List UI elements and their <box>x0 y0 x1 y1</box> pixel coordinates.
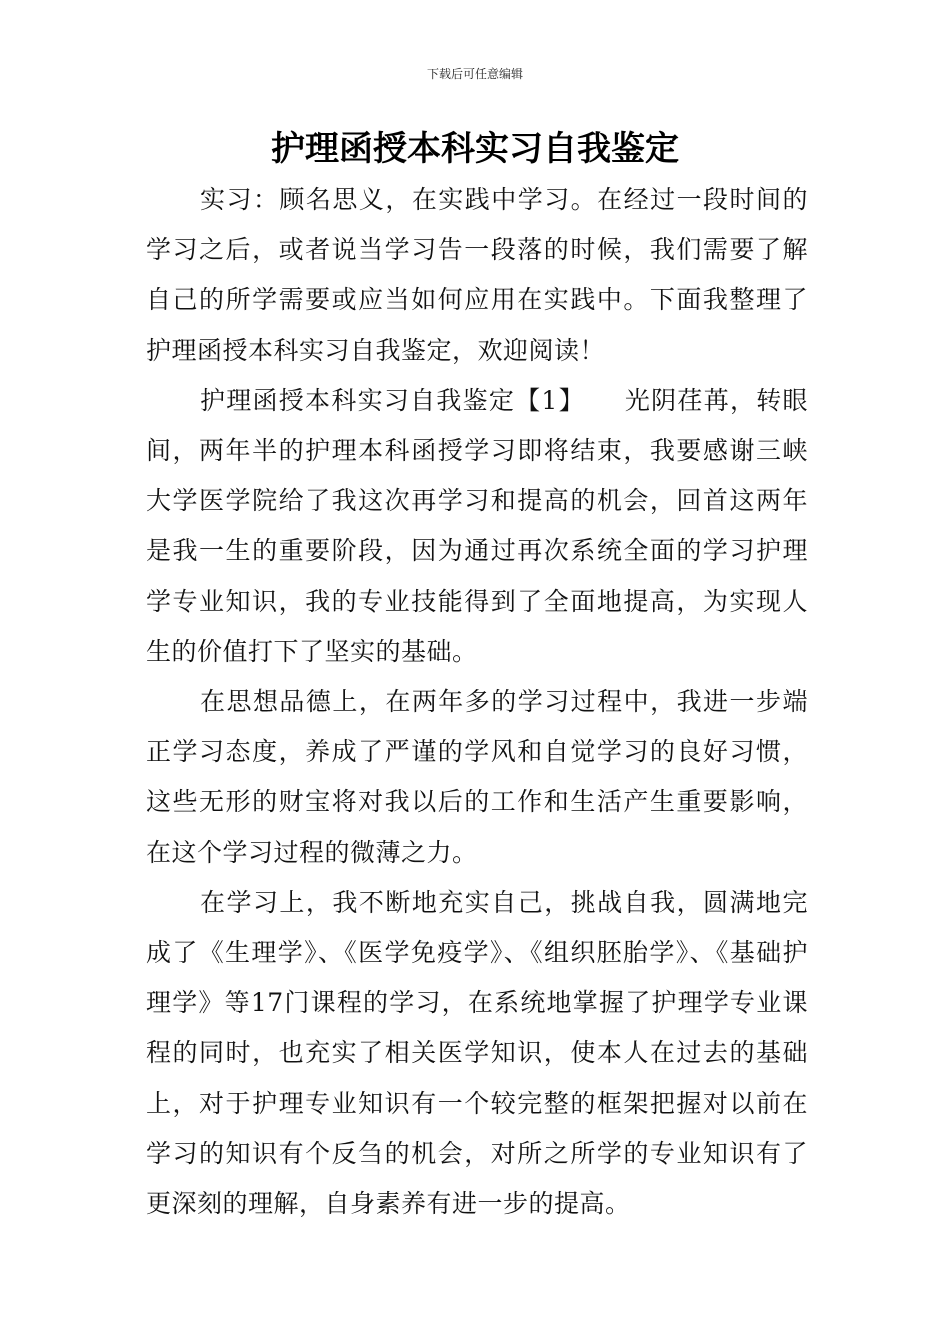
document-title: 护理函授本科实习自我鉴定 <box>271 129 679 169</box>
paragraph-intro: 实习：顾名思义，在实践中学习。在经过一段时间的学习之后，或者说当学习告一段落的时候，我们需要了解自己的所学需要或应当如何应用在实践中。下面我整理了护理函授本科实习自我鉴定，欢迎阅读！ <box>146 185 808 365</box>
paragraph-ideology: 在思想品德上，在两年多的学习过程中，我进一步端正学习态度，养成了严谨的学风和自觉学习的良好习惯，这些无形的财宝将对我以后的工作和生活产生重要影响，在这个学习过程的微薄之力。 <box>146 687 808 867</box>
document-body <box>146 175 808 1229</box>
header-note: 下载后可任意编辑 <box>426 67 523 81</box>
paragraph-study: 在学习上，我不断地充实自己，挑战自我，圆满地完成了《生理学》、《医学免疫学》、《组织胚胎学》、《基础护理学》等17门课程的学习，在系统地掌握了护理学专业课程的同时，也充实了相关医学知识，使本人在过去的基础上，对于护理专业知识有一个较完整的框架把握对以前在学习的知识有个反刍的机会，对所之所学的专业知识有了更深刻的理解，自身素养有进一步的提高。 <box>146 887 808 1219</box>
paragraph-section-1: 护理函授本科实习自我鉴定【1】 光阴荏苒，转眼间，两年半的护理本科函授学习即将结束，我要感谢三峡大学医学院给了我这次再学习和提高的机会，回首这两年是我一生的重要阶段，因为通过再次系统全面的学习护理学专业知识，我的专业技能得到了全面地提高，为实现人生的价值打下了坚实的基础。 <box>146 385 808 666</box>
